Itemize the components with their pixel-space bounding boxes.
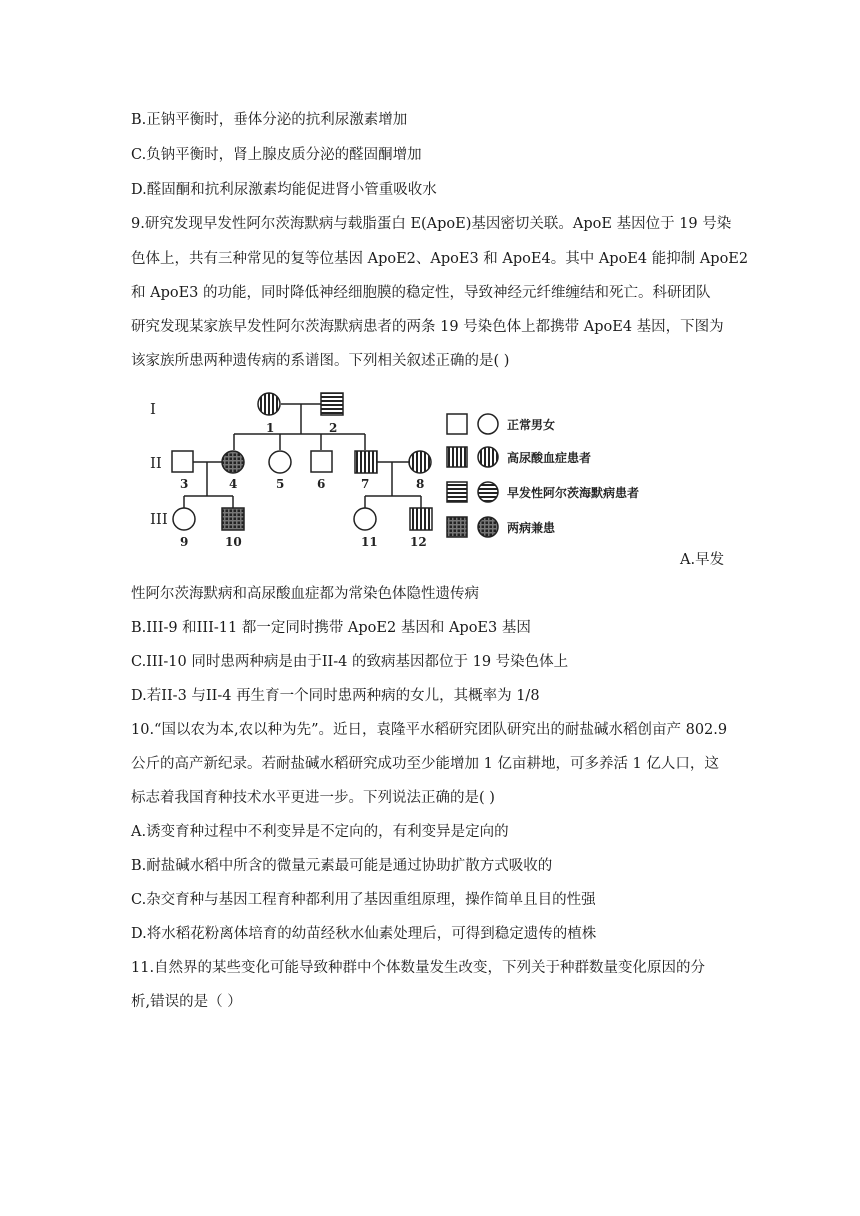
legend-normal: 正常男女	[507, 418, 556, 432]
svg-text:8: 8	[416, 477, 425, 491]
option-c-prev: C.负钠平衡时，肾上腺皮质分泌的醛固酮增加	[131, 147, 422, 163]
svg-text:5: 5	[276, 477, 285, 491]
q10-line-1: 10.“国以农为本,农以种为先”。近日，袁隆平水稻研究团队研究出的耐盐碱水稻创亩产 802.9	[131, 722, 728, 738]
q10-option-c: C.杂交育种与基因工程育种都利用了基因重组原理，操作简单且目的性强	[131, 892, 596, 908]
generation-iii-label: III	[150, 510, 168, 528]
individual-7	[355, 451, 377, 473]
q9-option-c: C.III-10 同时患两种病是由于II-4 的致病基因都位于 19 号染色体上	[131, 654, 569, 670]
q9-line-5: 该家族所患两种遗传病的系谱图。下列相关叙述正确的是( )	[131, 353, 510, 369]
q9-option-a-start: A.早发	[680, 552, 725, 568]
q11-line-1: 11.自然界的某些变化可能导致种群中个体数量发生改变，下列关于种群数量变化原因的分	[131, 960, 706, 976]
individual-1	[258, 393, 280, 415]
option-b-prev: B.正钠平衡时，垂体分泌的抗利尿激素增加	[131, 112, 408, 128]
svg-text:12: 12	[410, 535, 427, 549]
q9-option-d: D.若II-3 与II-4 再生育一个同时患两种病的女儿，其概率为 1/8	[131, 688, 540, 704]
option-d-prev: D.醛固酮和抗利尿激素均能促进肾小管重吸收水	[131, 182, 437, 198]
generation-i-label: I	[150, 400, 156, 418]
q11-line-2: 析,错误的是（ ）	[131, 994, 242, 1010]
legend-both: 两病兼患	[507, 521, 556, 535]
legend-hyperuricemia: 高尿酸血症患者	[507, 451, 592, 465]
svg-text:3: 3	[180, 477, 189, 491]
svg-text:6: 6	[317, 477, 326, 491]
legend-alzheimer: 早发性阿尔茨海默病患者	[507, 486, 640, 500]
individual-11	[354, 508, 376, 530]
individual-12	[410, 508, 432, 530]
q9-line-1: 9.研究发现早发性阿尔茨海默病与载脂蛋白 E(ApoE)基因密切关联。ApoE 基因位于 19 号染	[131, 216, 732, 232]
individual-8	[409, 451, 431, 473]
individual-4	[222, 451, 244, 473]
svg-text:1: 1	[266, 421, 275, 435]
svg-text:9: 9	[180, 535, 189, 549]
individual-2	[321, 393, 343, 415]
q10-option-b: B.耐盐碱水稻中所含的微量元素最可能是通过协助扩散方式吸收的	[131, 858, 553, 874]
q10-line-2: 公斤的高产新纪录。若耐盐碱水稻研究成功至少能增加 1 亿亩耕地，可多养活 1 亿人口，这	[131, 756, 719, 772]
svg-text:4: 4	[229, 477, 238, 491]
svg-text:2: 2	[329, 421, 338, 435]
q10-option-d: D.将水稻花粉离体培育的幼苗经秋水仙素处理后，可得到稳定遗传的植株	[131, 926, 597, 942]
generation-ii-label: II	[150, 454, 162, 472]
individual-9	[173, 508, 195, 530]
q9-option-b: B.III-9 和III-11 都一定同时携带 ApoE2 基因和 ApoE3 基因	[131, 620, 531, 636]
pedigree-chart	[0, 0, 860, 560]
svg-text:10: 10	[225, 535, 242, 549]
individual-6	[311, 451, 332, 472]
q9-option-a-cont: 性阿尔茨海默病和高尿酸血症都为常染色体隐性遗传病	[131, 586, 479, 602]
q9-line-2: 色体上，共有三种常见的复等位基因 ApoE2、ApoE3 和 ApoE4。其中 ApoE4 能抑制 ApoE2	[131, 251, 749, 267]
q9-line-4: 研究发现某家族早发性阿尔茨海默病患者的两条 19 号染色体上都携带 ApoE4 基因，下图为	[131, 319, 724, 335]
q9-line-3: 和 ApoE3 的功能，同时降低神经细胞膜的稳定性，导致神经元纤维缠结和死亡。科研团队	[131, 285, 711, 301]
individual-3	[172, 451, 193, 472]
q10-line-3: 标志着我国育种技术水平更进一步。下列说法正确的是( )	[131, 790, 495, 806]
svg-text:11: 11	[361, 535, 378, 549]
svg-text:7: 7	[361, 477, 370, 491]
individual-10	[222, 508, 244, 530]
q10-option-a: A.诱变育种过程中不利变异是不定向的，有利变异是定向的	[131, 824, 509, 840]
individual-5	[269, 451, 291, 473]
